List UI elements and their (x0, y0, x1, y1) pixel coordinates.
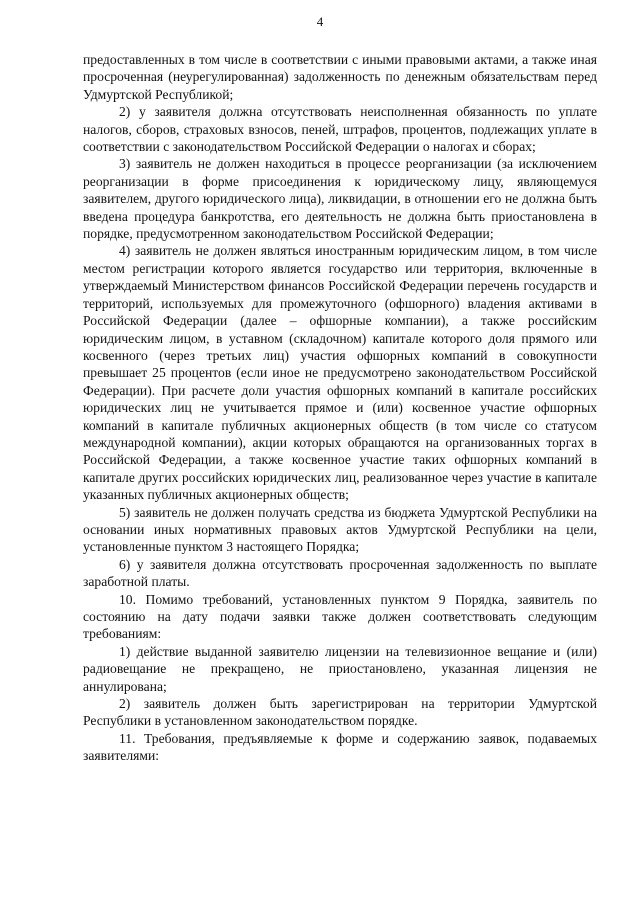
paragraph: 1) действие выданной заявителю лицензии на телевизионное вещание и (или) радиовещание не прекращено, не приостановлено, указанная лицензия не аннулирована; (83, 643, 597, 694)
paragraph: 11. Требования, предъявляемые к форме и содержанию заявок, подаваемых заявителями: (83, 730, 597, 764)
paragraph: 2) у заявителя должна отсутствовать неисполненная обязанность по уплате налогов, сборов, страховых взносов, пеней, штрафов, процентов, подлежащих уплате в соответствии с законодательством Российской Федерации о налогах и сборах; (83, 104, 597, 155)
paragraph: 4) заявитель не должен являться иностранным юридическим лицом, в том числе местом регистрации которого является государство или территория, включенные в утверждаемый Министерством финансов Российской Федерации перечень государств и территорий, используемых для промежуточного (офшорного) владения активами в Российской Федерации (далее – офшорные компании), а также российским юридическим лицом, в уставном (складочном) капитале которого доля прямого или косвенного (через третьих лиц) участия офшорных компаний в совокупности превышает 25 процентов (если иное не предусмотрено законодательством Российской Федерации). При расчете доли участия офшорных компаний в капитале российских юридических лиц не учитывается прямое и (или) косвенное участие офшорных компаний в капитале публичных акционерных обществ (в том числе со статусом международной компании), акции которых обращаются на организованных торгах в Российской Федерации, а также косвенное участие таких офшорных компаний в капитале других российских юридических лиц, реализованное через участие в капитале указанных публичных акционерных обществ; (83, 243, 597, 503)
paragraph: 10. Помимо требований, установленных пунктом 9 Порядка, заявитель по состоянию на дату подачи заявки также должен соответствовать следующим требованиям: (83, 591, 597, 642)
paragraph: 3) заявитель не должен находиться в процессе реорганизации (за исключением реорганизации в форме присоединения к юридическому лицу, являющемуся заявителем, другого юридического лица), ликвидации, в отношении его не должна быть введена процедура банкротства, его деятельность не должна быть приостановлена в порядке, предусмотренном законодательством Российской Федерации; (83, 156, 597, 242)
paragraph: 5) заявитель не должен получать средства из бюджета Удмуртской Республики на основании иных нормативных правовых актов Удмуртской Республики на цели, установленные пунктом 3 настоящего Порядка; (83, 504, 597, 555)
paragraph: 2) заявитель должен быть зарегистрирован на территории Удмуртской Республики в установленном законодательством порядке. (83, 696, 597, 729)
paragraph: 6) у заявителя должна отсутствовать просроченная задолженность по выплате заработной платы. (83, 556, 597, 590)
page-number: 4 (316, 14, 324, 29)
document-body (83, 51, 597, 765)
paragraph: предоставленных в том числе в соответствии с иными правовыми актами, а также иная просроченная (неурегулированная) задолженность по денежным обязательствам перед Удмуртской Республикой; (83, 52, 597, 102)
